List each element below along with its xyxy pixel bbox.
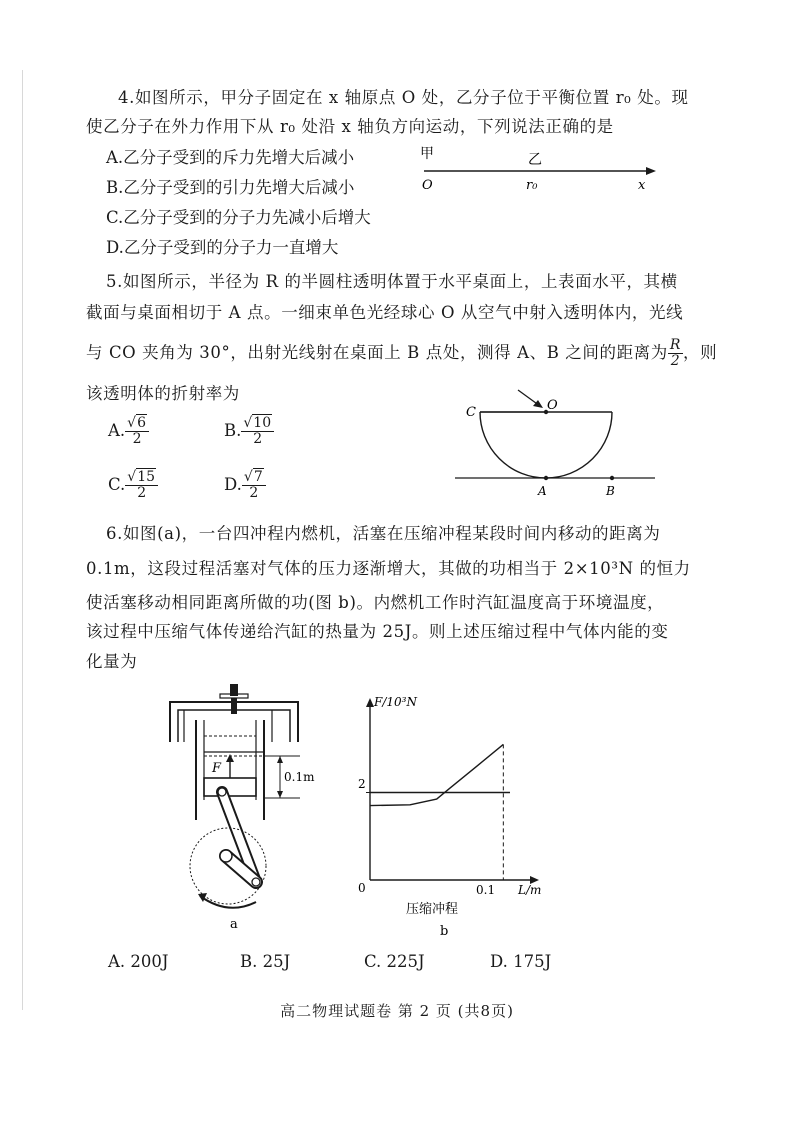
force-arrow-head bbox=[226, 754, 234, 762]
q4-option-c: C.乙分子受到的分子力先减小后增大 bbox=[106, 208, 371, 227]
q5-option-c-label: C. bbox=[108, 475, 126, 494]
q5-option-d: D. $\frac{√7}{2}$ bbox=[224, 470, 266, 501]
q5-semicircle-arc bbox=[480, 412, 612, 478]
q5-label-b: B bbox=[606, 484, 615, 498]
q4-fig-jia: 甲 bbox=[420, 146, 434, 162]
q6-option-c: C. 225J bbox=[364, 952, 425, 971]
q6-option-b: B. 25J bbox=[240, 952, 291, 971]
q5-semicircle-figure bbox=[450, 375, 665, 500]
chart-sublabel: 压缩冲程 bbox=[406, 902, 459, 917]
q5-line3 bbox=[86, 338, 717, 369]
dim-arrow-up bbox=[277, 756, 283, 763]
q5-option-c-root: 15 bbox=[137, 469, 156, 485]
q5-option-d-den: 2 bbox=[249, 485, 259, 501]
page-footer: 高二物理试题卷 第 2 页 (共8页) bbox=[280, 1002, 514, 1020]
q5-line3-text-b: ，则 bbox=[683, 343, 718, 362]
q6-line5: 化量为 bbox=[86, 652, 138, 671]
fig-a-caption: a bbox=[230, 917, 238, 930]
force-label: F bbox=[212, 761, 222, 776]
q5-option-b-den: 2 bbox=[253, 431, 263, 447]
q5-line1: 5.如图所示，半径为 R 的半圆柱透明体置于水平桌面上，上表面水平，其横 bbox=[106, 272, 678, 291]
q6-force-chart bbox=[340, 690, 550, 940]
q5-point-a bbox=[544, 476, 548, 480]
q5-frac-den: 2 bbox=[670, 353, 681, 369]
q5-option-a: A. $\frac{√6}{2}$ bbox=[108, 416, 149, 447]
dim-arrow-down bbox=[277, 791, 283, 798]
q4-line1: 4.如图所示，甲分子固定在 x 轴原点 O 处，乙分子位于平衡位置 r₀ 处。现 bbox=[118, 88, 689, 107]
q5-label-o: O bbox=[547, 398, 558, 413]
q5-option-d-label: D. bbox=[224, 475, 242, 494]
q4-line2: 使乙分子在外力作用下从 r₀ 处沿 x 轴负方向运动，下列说法正确的是 bbox=[86, 117, 614, 136]
q5-option-b-root: 10 bbox=[253, 415, 272, 431]
q6-line3: 使活塞移动相同距离所做的功(图 b)。内燃机工作时汽缸温度高于环境温度， bbox=[86, 593, 665, 612]
origin-label: 0 bbox=[358, 881, 366, 895]
q6-option-a: A. 200J bbox=[108, 952, 169, 971]
y-axis-label: F/10³N bbox=[374, 695, 417, 709]
q6-line2: 0.1m，这段过程活塞对气体的压力逐渐增大，其做的功相当于 2×10³N 的恒力 bbox=[86, 559, 691, 578]
q5-option-a-root: 6 bbox=[137, 415, 147, 431]
q6-line4: 该过程中压缩气体传递给汽缸的热量为 25J。则上述压缩过程中气体内能的变 bbox=[86, 622, 669, 641]
q4-fig-yi: 乙 bbox=[528, 152, 542, 168]
fig-b-caption: b bbox=[440, 924, 449, 939]
y-tick-label: 2 bbox=[358, 777, 366, 791]
x-tick-label: 0.1 bbox=[476, 883, 496, 897]
force-curve bbox=[370, 744, 503, 805]
q4-axis-figure bbox=[410, 140, 670, 200]
q4-fig-x: x bbox=[638, 178, 646, 193]
q5-option-a-label: A. bbox=[108, 421, 126, 440]
q5-label-a: A bbox=[538, 484, 547, 498]
q4-fig-r0: r₀ bbox=[526, 178, 538, 193]
q4-option-d: D.乙分子受到的分子力一直增大 bbox=[106, 238, 339, 257]
x-axis-label: L/m bbox=[518, 883, 542, 897]
q4-option-a: A.乙分子受到的斥力先增大后减小 bbox=[106, 148, 355, 167]
piston-pin bbox=[218, 788, 226, 796]
q5-option-c: C. $\frac{√15}{2}$ bbox=[108, 470, 158, 501]
q4-x-axis-arrow bbox=[646, 167, 656, 175]
q5-line2: 截面与桌面相切于 A 点。一细束单色光经球心 O 从空气中射入透明体内，光线 bbox=[86, 303, 684, 322]
q5-option-b-label: B. bbox=[224, 421, 242, 440]
crank-shaft bbox=[220, 850, 232, 862]
q4-fig-origin: O bbox=[422, 178, 433, 193]
q5-frac-num: R bbox=[669, 337, 682, 353]
q6-option-d: D. 175J bbox=[490, 952, 552, 971]
spark-plug-body bbox=[231, 698, 237, 714]
cylinder-head-inner bbox=[178, 710, 290, 742]
page-edge bbox=[22, 70, 23, 1010]
rotation-arrow bbox=[200, 896, 256, 908]
q5-option-d-root: 7 bbox=[253, 469, 263, 485]
y-axis-arrow bbox=[366, 698, 374, 707]
q5-line3-text-a: 与 CO 夹角为 30°，出射光线射在桌面上 B 点处，测得 A、B 之间的距离为 bbox=[86, 343, 668, 362]
q5-option-a-den: 2 bbox=[132, 431, 142, 447]
q5-line3-fraction bbox=[668, 338, 683, 369]
piston bbox=[204, 778, 256, 796]
q5-line4: 该透明体的折射率为 bbox=[86, 384, 240, 403]
q6-line1: 6.如图(a)，一台四冲程内燃机，活塞在压缩冲程某段时间内移动的距离为 bbox=[106, 524, 661, 543]
q4-option-b: B.乙分子受到的引力先增大后减小 bbox=[106, 178, 355, 197]
q5-label-c: C bbox=[466, 405, 476, 420]
q5-point-b bbox=[610, 476, 614, 480]
q5-option-b: B. $\frac{√10}{2}$ bbox=[224, 416, 274, 447]
distance-label: 0.1m bbox=[284, 770, 315, 784]
q6-engine-figure bbox=[160, 680, 340, 930]
crank-pin bbox=[252, 878, 260, 886]
q5-option-c-den: 2 bbox=[137, 485, 147, 501]
